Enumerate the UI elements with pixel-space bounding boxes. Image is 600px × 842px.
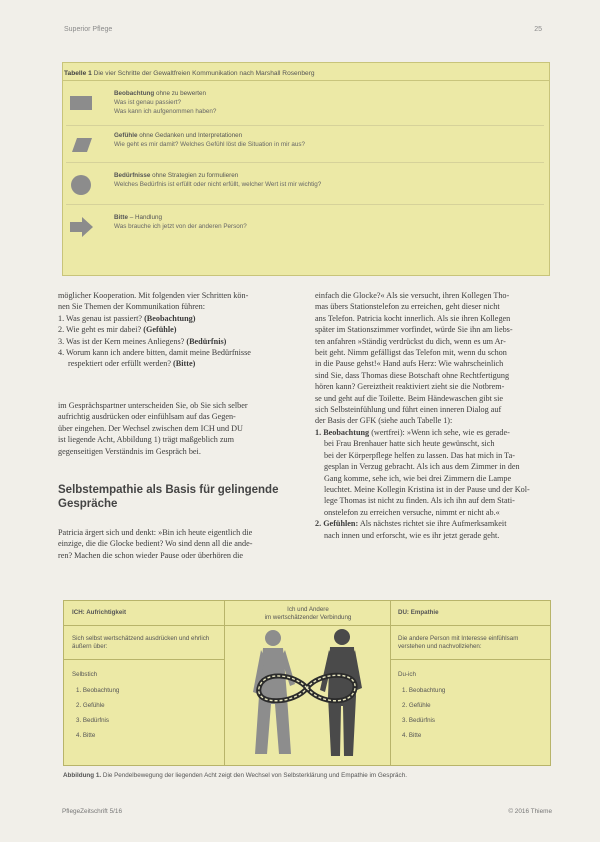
left-column (58, 290, 310, 370)
rectangle-icon (68, 92, 94, 114)
text-line: ans Telefon. Patricia kocht innerlich. Als sie ihren Kollegen (315, 313, 511, 323)
list-item: 2. Gefühle (402, 702, 431, 709)
table-row (64, 210, 548, 244)
list-item: 3. Bedürfnis (76, 717, 110, 724)
text-line: über eingehen. Der Wechsel zwischen dem ICH und DU (58, 423, 243, 433)
list-item: 1. Beobachtung (402, 687, 446, 694)
parallelogram-icon (68, 134, 94, 156)
text-line: Patricia ärgert sich und denkt: »Bin ich heute eigentlich die (58, 528, 253, 537)
text-line: in die Pause gehst!« Hand aufs Herz: Wie wahrscheinlich (315, 359, 504, 369)
text-line: nen Sie Themen der Kommunikation führen: (58, 302, 205, 312)
text-line: beit geht. Nimm gefälligst das Telefon mit, wenn du schon (315, 348, 507, 358)
text-line: gesplan in Verzug gebracht. Als ich aus dem Zimmer in den (324, 462, 520, 472)
table-caption-text: Die vier Schritte der Gewaltfreien Kommunikation nach Marshall Rosenberg (93, 70, 315, 77)
list-item: 1. Beobachtung (wertfrei): »Wenn ich sehe, wie es gerade- (315, 427, 510, 437)
text-line: ren? Machen die schon wieder Pause oder überhören die (58, 550, 244, 560)
text-line: der Basis der GFK (siehe auch Tabelle 1): (315, 416, 453, 426)
table-row (64, 128, 548, 162)
arrow-icon (68, 216, 94, 238)
row-title-rest: ohne Strategien zu formulieren (150, 172, 239, 179)
list-item: 3. Was ist der Kern meines Anliegens? (Bedürfnis) (58, 336, 227, 346)
row-line: Wie geht es mir damit? Welches Gefühl löst die Situation in mir aus? (114, 141, 305, 148)
row-title: Beobachtung (114, 90, 155, 97)
list-item: 2. Gefühlen: Als nächstes richtet sie ihre Aufmerksamkeit (315, 519, 507, 529)
figure-right-list-title: Du-ich (398, 671, 416, 678)
figure-left-sub: Sich selbst wertschätzend ausdrücken und ehrlich äußern über: (72, 635, 210, 650)
left-paragraph (58, 527, 310, 561)
divider (390, 659, 550, 660)
list-item: 4. Bitte (76, 732, 96, 739)
text-line: möglicher Kooperation. Mit folgenden vier Schritten kön- (58, 291, 249, 300)
table-caption (64, 70, 315, 77)
text-line: Gang komme, sehe ich, wie bei drei Zimmern die Lampe (324, 473, 512, 483)
row-title-rest: ohne Gedanken und Interpretationen (137, 132, 243, 139)
row-title: Bitte (114, 214, 128, 221)
figure-illustration (225, 626, 390, 765)
figure-mid-subtitle: im wertschätzender Verbindung (264, 614, 352, 621)
text-line: leuchtet. Meine Kollegin Kristina ist in der Pause und der Kol- (324, 484, 530, 494)
running-head: Superior Pflege (64, 26, 113, 33)
figure-left-title: ICH: Aufrichtigkeit (72, 609, 127, 616)
text-line: ten anfahren »Ständig verdrückst du dich, wenn es um Ar- (315, 336, 506, 346)
text-line: nach innen und erforscht, wie es ihr jetzt gerade geht. (324, 530, 500, 540)
row-title-rest: – Handlung (128, 214, 162, 221)
row-line: Was kann ich aufgenommen haben? (114, 108, 217, 115)
text-line: se und geht auf die Toilette. Beim Händewaschen gibt sie (315, 393, 503, 403)
list-item: 2. Gefühle (76, 702, 105, 709)
figure-right-sub: Die andere Person mit Interesse einfühlsam verstehen und nachvollziehen: (398, 635, 519, 650)
divider (390, 601, 391, 765)
footer-right: © 2016 Thieme (508, 808, 552, 815)
table-caption-label: Tabelle 1 (64, 70, 92, 77)
section-heading: Selbstempathie als Basis für gelingende Gespräche (58, 484, 279, 510)
list-item: 1. Beobachtung (76, 687, 120, 694)
left-paragraph (58, 400, 310, 457)
list-item: 1. Was genau ist passiert? (Beobachtung) (58, 313, 196, 323)
text-line: mas übers Stationstelefon zu erreichen, geht dieser nicht (315, 302, 500, 312)
row-line: Was brauche ich jetzt von der anderen Person? (114, 223, 247, 230)
text-line: einzige, die die Glocke bedient? Wo sind denn all die ande- (58, 539, 253, 549)
text-line: bei der Körperpflege helfen zu lassen. Das hat mich in Ta- (324, 450, 515, 460)
text-line: lege Thomas ist nicht zu finden. Als ich ihn auf dem Stati- (324, 496, 515, 506)
row-title-rest: ohne zu bewerten (154, 90, 207, 97)
row-divider (66, 204, 544, 205)
row-divider (66, 125, 544, 126)
footer-left: PflegeZeitschrift 5/16 (62, 808, 123, 815)
row-line: Was ist genau passiert? (114, 99, 181, 106)
table-rule (62, 80, 550, 81)
text-line: sind Sie, dass Thomas diese Botschaft ohne Rechtfertigung (315, 370, 510, 380)
list-item: respektiert oder erfüllt werden? (Bitte) (68, 359, 196, 369)
figure-mid-title: Ich und Andere (287, 606, 329, 613)
list-item: 4. Bitte (402, 732, 422, 739)
row-line: Welches Bedürfnis ist erfüllt oder nicht erfüllt, welcher Wert ist mir wichtig? (114, 181, 322, 188)
row-title: Gefühle (114, 132, 138, 139)
list-item: 2. Wie geht es mir dabei? (Gefühle) (58, 325, 177, 335)
text-line: im Gesprächspartner unterscheiden Sie, ob Sie sich selber (58, 401, 248, 410)
text-line: später im Stationszimmer vorfindet, würde Sie ihn am liebs- (315, 325, 513, 335)
text-line: ist liegende Acht, Abbildung 1) trägt maßgeblich zum (58, 435, 234, 445)
text-line: gegenseitigen Verständnis im Gespräch bei. (58, 446, 201, 456)
list-item: 3. Bedürfnis (402, 717, 436, 724)
page-number: 25 (534, 26, 542, 33)
text-line: einfach die Glocke?« Als sie versucht, ihren Kollegen Tho- (315, 291, 510, 300)
text-line: aufrichtig ausdrücken oder einfühlsam auf das Gegen- (58, 412, 236, 422)
list-item: 4. Worum kann ich andere bitten, damit meine Bedürfnisse (58, 348, 251, 358)
figure-left-list-title: Selbstich (72, 671, 98, 678)
divider (64, 659, 224, 660)
text-line: sich Selbsteinfühlung und führt einen inneren Dialog auf (315, 405, 502, 415)
caption-text: Die Pendelbewegung der liegenden Acht zeigt den Wechsel von Selbsterklärung und Empathie im Gespräch. (102, 772, 407, 779)
table-row (64, 168, 548, 202)
circle-icon (68, 174, 94, 196)
caption-label: Abbildung 1. (63, 772, 102, 779)
figure-right-title: DU: Empathie (398, 609, 439, 616)
table-row (64, 86, 548, 120)
row-divider (66, 162, 544, 163)
text-line: bei Frau Brenhauer hatte sich heute gewünscht, sich (324, 439, 495, 449)
row-title: Bedürfnisse (114, 172, 151, 179)
text-line: onstelefon zu erreichen versuche, nimmt er nicht ab.« (324, 507, 500, 517)
right-column (315, 290, 555, 541)
figure-panel (63, 600, 551, 766)
text-line: hören kann? Gereiztheit reaktiviert zieht sie die Notbrem- (315, 382, 505, 392)
figure-caption (63, 772, 553, 779)
